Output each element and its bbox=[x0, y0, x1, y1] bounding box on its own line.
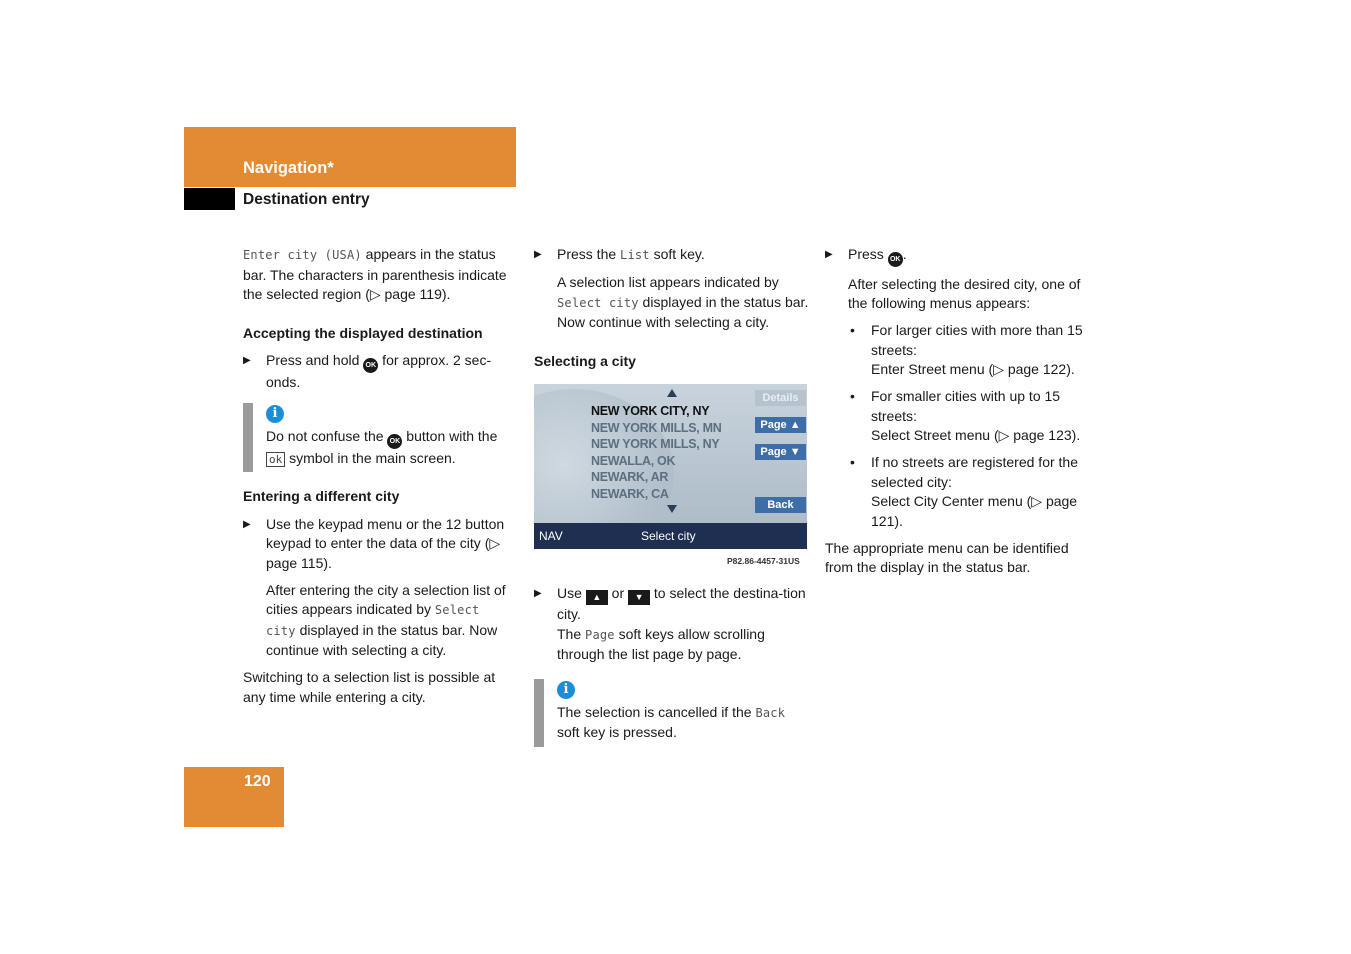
step-arrow-icon: ▶ bbox=[534, 249, 542, 260]
scroll-up-icon bbox=[667, 389, 677, 397]
step-list-softkey bbox=[534, 245, 810, 266]
note-text: soft key is pressed. bbox=[557, 724, 677, 740]
header-bar bbox=[184, 127, 516, 187]
status-bar bbox=[534, 523, 807, 549]
bullet-text: Select Street menu (▷ page 123). bbox=[871, 427, 1081, 443]
bullet-dot: • bbox=[850, 454, 855, 470]
status-code: Select city bbox=[557, 295, 639, 310]
city-row: NEW YORK MILLS, NY bbox=[591, 437, 720, 452]
ok-symbol-box: ok bbox=[266, 452, 285, 467]
page-up-softkey: Page ▲ bbox=[755, 417, 806, 433]
step-arrow-icon: ▶ bbox=[243, 518, 251, 530]
status-code: Select city bbox=[266, 603, 480, 638]
section-title: Navigation* bbox=[243, 159, 334, 177]
city-list bbox=[591, 403, 749, 503]
up-key-icon: ▲ bbox=[586, 590, 608, 605]
details-softkey: Details bbox=[755, 390, 806, 406]
step-text: Use the keypad menu or the 12 button keypad to enter the data of the city (▷ page 115). bbox=[266, 515, 505, 571]
after-entering-paragraph bbox=[243, 581, 515, 661]
switching-paragraph: Switching to a selection list is possible at any time while entering a city. bbox=[243, 669, 496, 705]
step-text: Press the bbox=[557, 246, 621, 262]
heading-entering: Entering a different city bbox=[243, 488, 400, 504]
bullet-text: Enter Street menu (▷ page 122). bbox=[871, 361, 1075, 377]
scroll-down-icon bbox=[667, 505, 677, 513]
status-text: Select city bbox=[641, 529, 696, 543]
softkey-code: List bbox=[620, 248, 650, 262]
ok-button-icon: OK bbox=[363, 358, 378, 373]
nav-screen-image bbox=[534, 384, 807, 549]
bullet-item bbox=[848, 387, 1099, 446]
bullet-item bbox=[848, 453, 1099, 531]
info-icon: i bbox=[557, 681, 575, 699]
city-row: NEWARK, AR bbox=[591, 470, 669, 485]
step-keypad bbox=[243, 515, 515, 574]
intro-paragraph bbox=[243, 245, 515, 305]
ok-button-icon: OK bbox=[888, 252, 903, 267]
para-text: displayed in the status bar. Now continue with selecting a city. bbox=[557, 293, 809, 330]
closing-paragraph: The appropriate menu can be identified from the display in the status bar. bbox=[825, 539, 1069, 575]
bullet-dot: • bbox=[850, 388, 855, 404]
step-use-arrows bbox=[534, 584, 810, 665]
intro-text: appears in the status bar. The characters in parenthesis indicate the selected region (▷ page 119). bbox=[243, 246, 507, 302]
note-bar bbox=[243, 403, 253, 473]
status-nav-label: NAV bbox=[539, 529, 563, 543]
ok-button-icon: OK bbox=[387, 434, 402, 449]
status-code: Enter city (USA) bbox=[243, 248, 362, 262]
down-key-icon: ▼ bbox=[628, 590, 650, 605]
para-text: After entering the city a selection list of cities appears indicated by bbox=[266, 581, 506, 617]
page-number: 120 bbox=[244, 773, 271, 790]
step-press-hold bbox=[243, 351, 515, 393]
step-text: Use bbox=[557, 585, 586, 601]
after-selecting-paragraph: After selecting the desired city, one of the following menus appears: bbox=[848, 275, 1081, 311]
softkey-code: Back bbox=[755, 705, 786, 720]
bullet-text: For smaller cities with up to 15 streets: bbox=[871, 388, 1061, 424]
subsection-title: Destination entry bbox=[243, 191, 370, 208]
step-text: Press and hold bbox=[266, 352, 364, 368]
bullet-text: For larger cities with more than 15 streets: bbox=[871, 322, 1083, 358]
para-text: displayed in the status bar. Now continue with selecting a city. bbox=[266, 621, 498, 658]
header-marker bbox=[184, 188, 235, 210]
city-row: NEWALLA, OK bbox=[591, 453, 676, 468]
city-row: NEWARK, CA bbox=[591, 486, 669, 501]
city-row-selected: NEW YORK CITY, NY bbox=[591, 404, 710, 418]
column-1 bbox=[243, 245, 515, 715]
softkey-code: Page bbox=[585, 627, 615, 642]
step-press-ok bbox=[825, 245, 1099, 267]
city-row: NEW YORK MILLS, MN bbox=[591, 420, 722, 435]
column-3 bbox=[825, 245, 1099, 585]
para-text: A selection list appears indicated by bbox=[557, 274, 779, 290]
heading-selecting: Selecting a city bbox=[534, 352, 636, 369]
step-arrow-icon: ▶ bbox=[534, 588, 542, 599]
menu-bullet-list bbox=[825, 321, 1099, 531]
image-reference: P82.86-4457-31US bbox=[727, 556, 800, 566]
note-text: Do not confuse the bbox=[266, 427, 388, 444]
note-text: button with the bbox=[402, 427, 498, 444]
selection-list-paragraph bbox=[534, 273, 810, 333]
note-text: symbol in the main screen. bbox=[285, 449, 456, 466]
step-arrow-icon: ▶ bbox=[825, 249, 833, 260]
step-text: soft keys allow scrolling through the list page by page. bbox=[557, 625, 765, 662]
info-note-2 bbox=[534, 679, 810, 743]
heading-accept: Accepting the displayed destination bbox=[243, 324, 483, 341]
note-bar bbox=[534, 679, 544, 747]
page-down-softkey: Page ▼ bbox=[755, 444, 806, 460]
bullet-text: If no streets are registered for the selected city: bbox=[871, 454, 1078, 490]
info-note-1 bbox=[243, 403, 515, 469]
note-text: The selection is cancelled if the bbox=[557, 703, 756, 720]
step-arrow-icon: ▶ bbox=[243, 355, 251, 366]
step-text: Press bbox=[848, 246, 888, 262]
step-text: . bbox=[902, 246, 907, 262]
step-text: or bbox=[607, 585, 629, 601]
bullet-item bbox=[848, 321, 1099, 380]
bullet-dot: • bbox=[850, 322, 855, 338]
bullet-text: Select City Center menu (▷ page 121). bbox=[871, 493, 1078, 529]
info-icon: i bbox=[266, 405, 284, 423]
step-text: to select the destina-tion city. bbox=[557, 585, 806, 622]
step-text: for approx. 2 sec-onds. bbox=[266, 352, 492, 390]
step-text: The bbox=[557, 625, 586, 642]
step-text: soft key. bbox=[649, 246, 705, 262]
back-softkey: Back bbox=[755, 497, 806, 513]
